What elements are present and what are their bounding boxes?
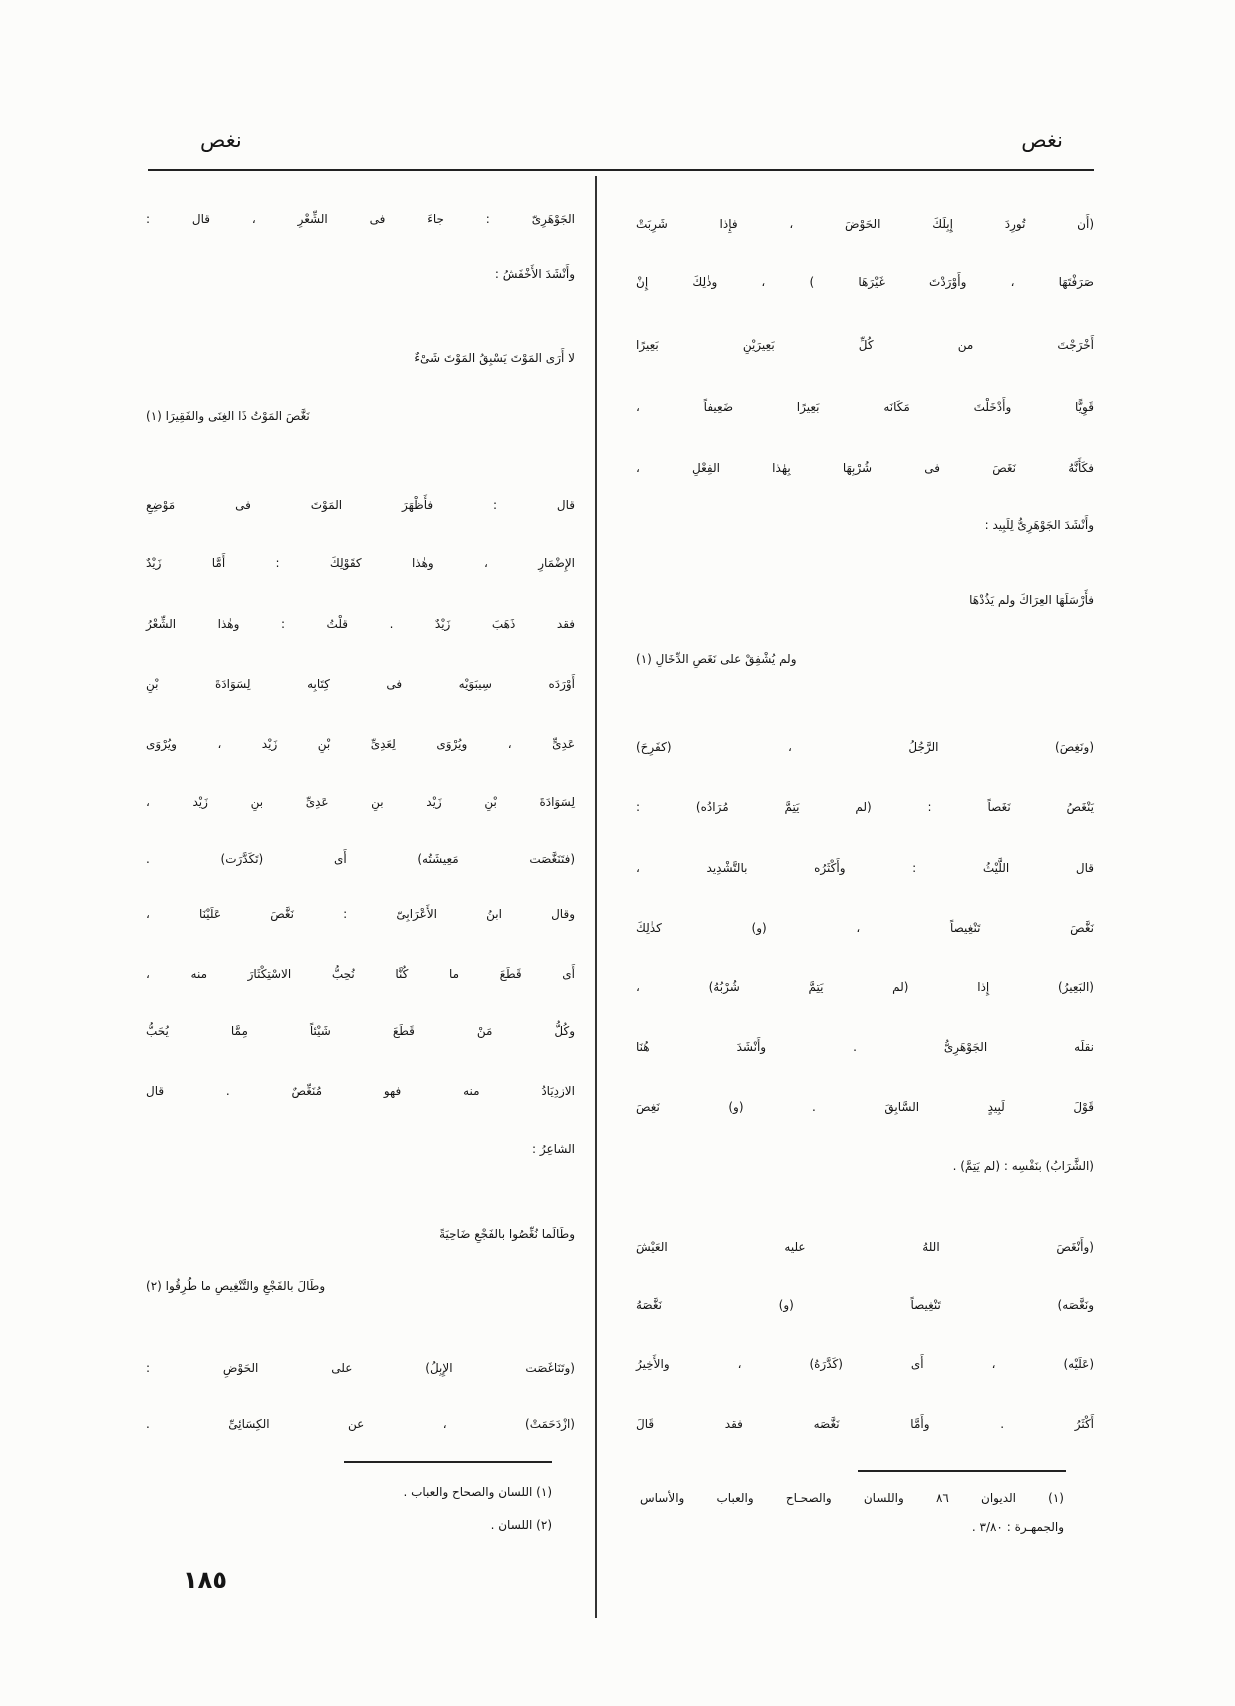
text-line: (ازْدَحَمَتْ) ، عن الكِسَائِىِّ . bbox=[146, 1417, 575, 1431]
verse-line: فأَرْسَلَهَا العِرَاكَ ولم يَذُدْهَا bbox=[969, 593, 1094, 607]
verse-line: لا أَرَى المَوْتَ يَسْبِقُ المَوْتَ شَىْءٌ bbox=[414, 351, 575, 365]
verse-line: ولم يُشْفِقْ على نَغَصِ الدِّخَالِ (١) bbox=[636, 652, 797, 666]
verse-line: وطَالَ بالفَجْعِ والتَّنْغِيصِ ما طُرِقُوا (٢) bbox=[146, 1279, 326, 1293]
verse-line: وطَالَما نُغِّصُوا بالفَجْعِ ضَاحِيَةً bbox=[439, 1227, 575, 1241]
text-line: وأَنْشَدَ الجَوْهَرِىُّ لِلَبِيد : bbox=[984, 518, 1094, 532]
text-line: عَدِىٍّ ، ويُرْوَى لِعَدِىِّ بْنِ زَيْد ، ويُرْوَى bbox=[146, 737, 575, 751]
text-line: (فتَنَغَّصَت مَعِيشَتُه) أَى (تَكَدَّرَت) . bbox=[146, 852, 575, 866]
text-line: (أَن تُورِدَ إِبِلَكَ الحَوْضَ ، فإِذا شَرِبَتْ bbox=[636, 217, 1094, 231]
text-line: صَرَفْتَهَا ، وأَوْرَدْتَ غَيْرَهَا ) ، وذٰلِكَ إِنْ bbox=[636, 275, 1094, 289]
text-line: أَوْرَدَه سِيبَوَيْه فى كِتَابِه لِسَوَادَةَ بْنِ bbox=[146, 677, 575, 691]
text-line: فكَأَنَّهُ نَغَصَ فى شُرْبِهَا بِهٰذا الفِعْلِ ، bbox=[636, 461, 1094, 475]
text-line: نَغَّصَ تَنْغِيصاً ، (و) كذٰلِكَ bbox=[636, 921, 1094, 935]
text-line: (وتَنَاغَصَت الإِبِلُ) على الحَوْضِ : bbox=[146, 1361, 575, 1375]
footnote: والجمهـرة : ٣/٨٠ . bbox=[971, 1520, 1064, 1534]
text-line: قال : فأَظْهَرَ المَوْتَ فى مَوْضِعِ bbox=[146, 498, 575, 512]
verse-line: نَغَّصَ المَوْتُ ذَا الغِنَى والفَقِيرَا (١) bbox=[146, 409, 310, 423]
right-column bbox=[636, 0, 1094, 1706]
text-line: نقلَه الجَوْهَرِىُّ . وأَنْشَدَ هُنَا bbox=[636, 1040, 1094, 1054]
text-line: وأَنْشَدَ الأَخْفَشُ : bbox=[494, 267, 575, 281]
running-head-right: نغص bbox=[1021, 128, 1063, 152]
page-number: ١٨٥ bbox=[183, 1566, 227, 1594]
text-line: ونَغَّصَه) تَنْغِيصاً (و) نَغَّصَهُ bbox=[636, 1298, 1094, 1312]
text-line: يَنْغَصُ نَغَصاً : (لم يَتِمَّ مُرَادُه) : bbox=[636, 800, 1094, 814]
text-line: وكُلُّ مَنْ قَطَعَ شَيْئاً مِمَّا يُحَبُّ bbox=[146, 1024, 575, 1038]
left-column bbox=[146, 0, 575, 1706]
text-line: الشاعِرُ : bbox=[532, 1142, 575, 1156]
text-line: (البَعِيرُ) إِذا (لم يَتِمَّ شُرْبُهُ) ، bbox=[636, 980, 1094, 994]
text-line: (الشَّرَابُ) بنَفْسِه : (لم يَتِمَّ) . bbox=[952, 1159, 1094, 1173]
text-line: أَى قَطَعَ ما كُنَّا نُحِبُّ الاسْتِكْثَارَ منه ، bbox=[146, 967, 575, 981]
footnote: (٢) اللسان . bbox=[490, 1518, 552, 1532]
column-divider bbox=[595, 176, 597, 1618]
footnote: (١) اللسان والصحاح والعباب . bbox=[403, 1485, 552, 1499]
text-line: وقال ابنُ الأَعْرَابِىّ : نَغَّصَ عَلَيْنَا ، bbox=[146, 907, 575, 921]
text-line: أَخْرَجْتَ من كُلِّ بَعِيرَيْنِ بَعِيرًا bbox=[636, 338, 1094, 352]
text-line: أَكْثَرُ . وأَمَّا نَغَّصَه فقد قَالَ bbox=[636, 1417, 1094, 1431]
running-head-left: نغص bbox=[200, 128, 242, 152]
footnote-rule bbox=[344, 1461, 552, 1463]
text-line: (ونَغِصَ) الرَّجُلُ ، (كفَرِحَ) bbox=[636, 740, 1094, 754]
text-line: قَوْلَ لَبِيدٍ السَّابِقَ . (و) نَغِصَ bbox=[636, 1100, 1094, 1114]
text-line: فقد ذَهَبَ زَيْدٌ . قلْتُ : وهٰذا الشِّعْرُ bbox=[146, 617, 575, 631]
footnote: (١) الديوان ٨٦ واللسان والصحـاح والعباب والأساس bbox=[640, 1491, 1064, 1505]
text-line: الإِضْمَارِ ، وهٰذا كقَوْلِكَ : أَمَّا زَيْدٌ bbox=[146, 556, 575, 570]
text-line: قال اللَّيْثُ : وأَكْثَرُه بالتَّشْدِيد ، bbox=[636, 861, 1094, 875]
text-line: الازدِيَادُ منه فهو مُنَغِّصٌ . قال bbox=[146, 1084, 575, 1098]
text-line: (وأَنْغَصَ اللهُ عليه العَيْشَ bbox=[636, 1240, 1094, 1254]
footnote-rule bbox=[858, 1470, 1066, 1472]
text-line: (عَلَيْه) ، أَى (كَدَّرَهُ) ، والأَخِيرُ bbox=[636, 1357, 1094, 1371]
text-line: قَوِيًّا وأَدْخَلْتَ مَكَانَه بَعِيرًا ضَعِيفاً ، bbox=[636, 400, 1094, 414]
text-line: الجَوْهَرِىّ : جاءَ فى الشِّعْرِ ، قال : bbox=[146, 212, 575, 226]
text-line: لِسَوَادَةَ بْنِ زَيْد بنِ عَدِىِّ بنِ زَيْد ، bbox=[146, 795, 575, 809]
